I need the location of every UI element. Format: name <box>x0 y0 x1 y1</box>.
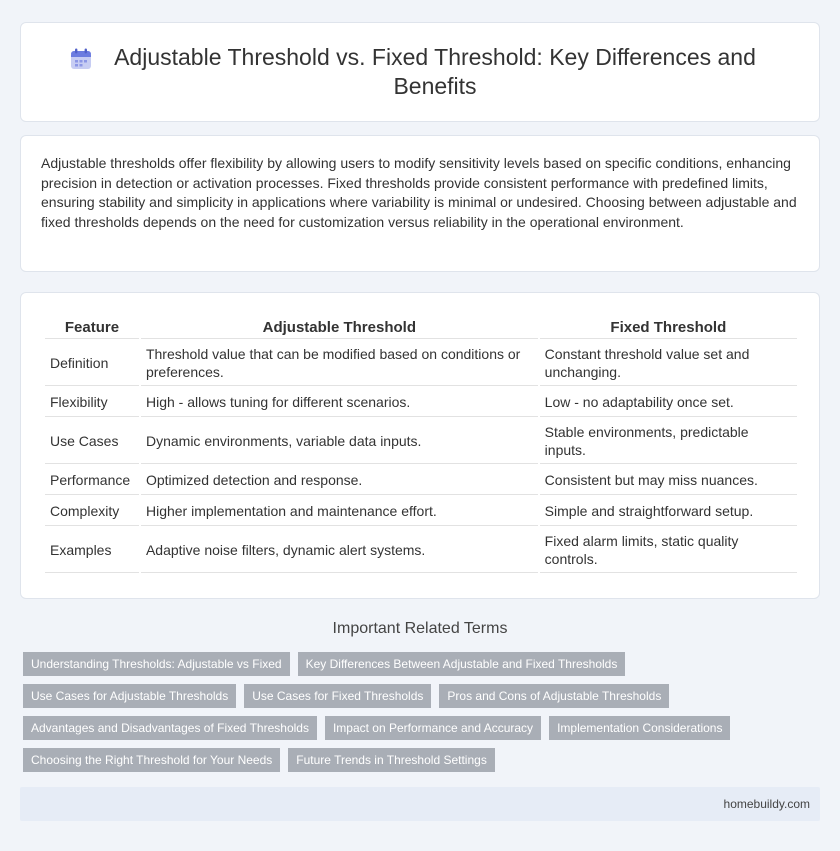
related-term-tag[interactable]: Future Trends in Threshold Settings <box>288 748 495 772</box>
cell-feature: Use Cases <box>45 419 139 464</box>
cell-adjustable: Threshold value that can be modified based on conditions or preferences. <box>141 341 538 386</box>
table-row <box>45 419 797 464</box>
cell-feature: Definition <box>45 341 139 386</box>
cell-feature: Examples <box>45 528 139 573</box>
comparison-card <box>20 292 820 599</box>
cell-adjustable: Dynamic environments, variable data inputs. <box>141 419 538 464</box>
cell-adjustable: Optimized detection and response. <box>141 466 538 495</box>
footer-site-link[interactable]: homebuildy.com <box>723 797 810 811</box>
intro-card <box>20 135 820 272</box>
related-terms-list <box>23 652 813 780</box>
page-title: Adjustable Threshold vs. Fixed Threshold: Key Differences and Benefits <box>114 44 756 99</box>
related-term-tag[interactable]: Key Differences Between Adjustable and Fixed Thresholds <box>298 652 626 676</box>
related-term-tag[interactable]: Impact on Performance and Accuracy <box>325 716 541 740</box>
table-row <box>45 466 797 495</box>
header-feature: Feature <box>45 313 139 339</box>
footer <box>20 787 820 821</box>
cell-adjustable: Adaptive noise filters, dynamic alert systems. <box>141 528 538 573</box>
related-term-tag[interactable]: Implementation Considerations <box>549 716 730 740</box>
header-fixed: Fixed Threshold <box>540 313 797 339</box>
cell-fixed: Low - no adaptability once set. <box>540 388 797 417</box>
related-term-tag[interactable]: Advantages and Disadvantages of Fixed Thresholds <box>23 716 317 740</box>
related-term-tag[interactable]: Choosing the Right Threshold for Your Needs <box>23 748 280 772</box>
related-term-tag[interactable]: Use Cases for Fixed Thresholds <box>244 684 431 708</box>
cell-feature: Performance <box>45 466 139 495</box>
related-term-tag[interactable]: Use Cases for Adjustable Thresholds <box>23 684 236 708</box>
table-row <box>45 388 797 417</box>
cell-feature: Complexity <box>45 497 139 526</box>
cell-adjustable: Higher implementation and maintenance effort. <box>141 497 538 526</box>
table-row <box>45 497 797 526</box>
cell-adjustable: High - allows tuning for different scenarios. <box>141 388 538 417</box>
header-card <box>20 22 820 122</box>
cell-fixed: Fixed alarm limits, static quality controls. <box>540 528 797 573</box>
cell-feature: Flexibility <box>45 388 139 417</box>
cell-fixed: Consistent but may miss nuances. <box>540 466 797 495</box>
related-term-tag[interactable]: Understanding Thresholds: Adjustable vs Fixed <box>23 652 290 676</box>
related-terms-title: Important Related Terms <box>332 620 508 637</box>
table-row <box>45 341 797 386</box>
intro-paragraph: Adjustable thresholds offer flexibility by allowing users to modify sensitivity levels based on specific conditions, enhancing precision in detection or activation processes. Fixed thresholds provide consistent performance with predefined limits, ensuring stability and simplicity in applications where variability is minimal or undesired. Choosing between adjustable and fixed thresholds depends on the need for customization versus reliability in the operational environment. <box>41 155 797 230</box>
cell-fixed: Simple and straightforward setup. <box>540 497 797 526</box>
related-term-tag[interactable]: Pros and Cons of Adjustable Thresholds <box>439 684 669 708</box>
cell-fixed: Stable environments, predictable inputs. <box>540 419 797 464</box>
table-header-row <box>45 313 797 339</box>
comparison-table <box>43 311 799 575</box>
cell-fixed: Constant threshold value set and unchanging. <box>540 341 797 386</box>
table-row <box>45 528 797 573</box>
header-adjustable: Adjustable Threshold <box>141 313 538 339</box>
